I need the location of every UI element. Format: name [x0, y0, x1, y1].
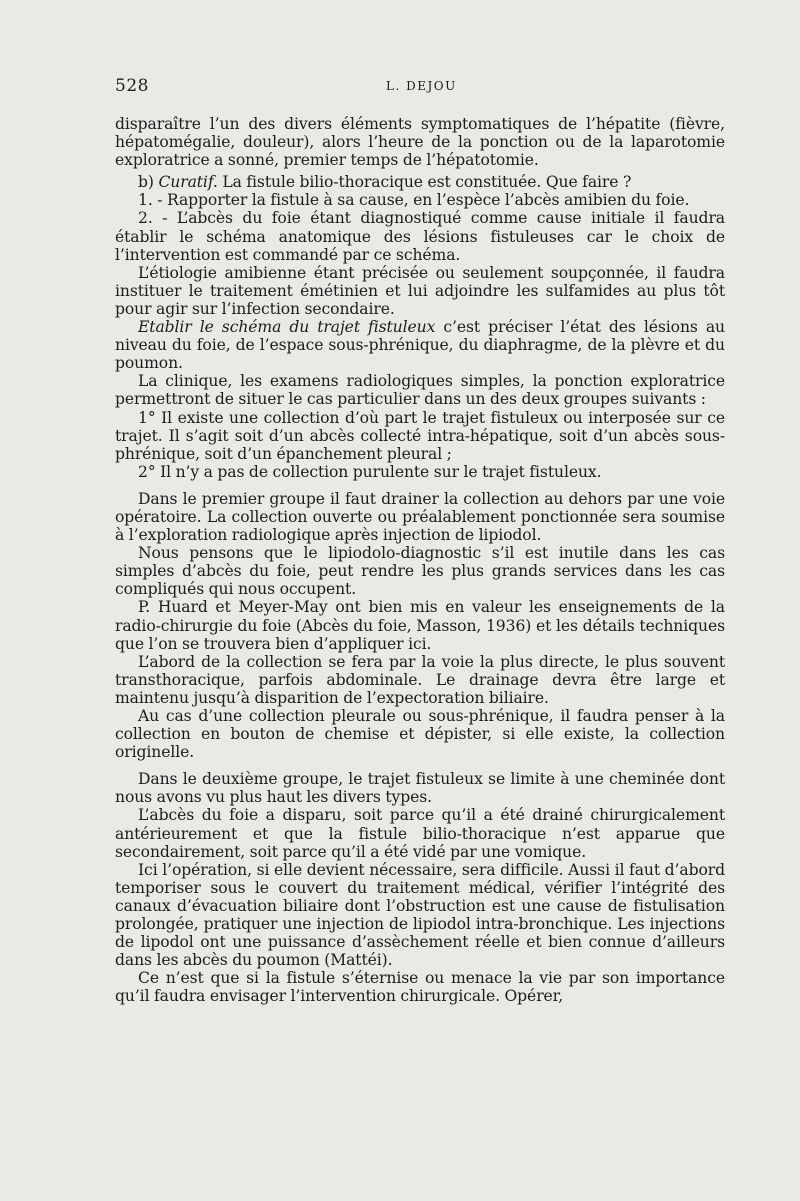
paragraph-collection-pleurale: Au cas d’une collection pleurale ou sous-phrénique, il faudra penser à la collection en bouton de chemise et dépister, si elle existe, la collection originelle.: [115, 707, 725, 762]
paragraph-lipiodolo: Nous pensons que le lipiodolo-diagnostic s’il est inutile dans les cas simples d’abcès du foie, peut rendre les plus grands services dans les cas compliqués qui nous occupent.: [115, 544, 725, 599]
paragraph-step-1: 1. - Rapporter la fistule à sa cause, en l’espèce l’abcès amibien du foie.: [138, 191, 690, 210]
paragraph-clinique: La clinique, les examens radiologiques simples, la ponction exploratrice permettront de situer le cas particulier dans un des deux groupes suivants :: [115, 372, 725, 409]
schema-italic-lead: Etablir le schéma du trajet fistuleux: [138, 318, 436, 337]
body-text: [115, 115, 725, 1006]
paragraph-operation: Ici l’opération, si elle devient nécessaire, sera difficile. Aussi il faut d’abord temporiser sous le couvert du traitement médical, vérifier l’intégrité des canaux d’évacuation biliaire dont l’obstruction est une cause de fistulisation prolongée, pratiquer une injection de lipiodol intra-bronchique. Les injections de lipodol ont une puissance d’assèchement réelle et bien connue d’ailleurs dans les abcès du poumon (Mattéi).: [115, 860, 725, 970]
paragraph-group-1: 1° Il existe une collection d’où part le trajet fistuleux ou interposée sur ce trajet. Il s’agit soit d’un abcès collecté intra-hépatique, soit d’un abcès sous-phrénique, soit d’un épanchement pleural ;: [115, 408, 725, 463]
paragraph-premier-groupe: Dans le premier groupe il faut drainer la collection au dehors par une voie opératoire. La collection ouverte ou préalablement ponctionnée sera soumise à l’exploration radiologique après injection de lipiodol.: [115, 489, 725, 545]
paragraph-schema: [115, 318, 725, 372]
list-marker-b: b): [138, 173, 159, 192]
paragraph-curatif: [115, 173, 725, 191]
subheading-curatif: Curatif.: [158, 173, 218, 192]
paragraph-etiologie: L’étiologie amibienne étant précisée ou seulement soupçonnée, il faudra instituer le traitement émétinien et lui adjoindre les sulfamides au plus tôt pour agir sur l’infection secondaire.: [115, 263, 725, 318]
paragraph-abces-disparu: L’abcès du foie a disparu, soit parce qu’il a été drainé chirurgicalement antérieurement et que la fistule bilio-thoracique n’est apparue que secondairement, soit parce qu’il a été vidé par une vomique.: [115, 806, 725, 861]
schema-text: c’est préciser l’état des lésions au niveau du foie, de l’espace sous-phrénique, du diaphragme, de la plèvre et du poumon.: [115, 318, 725, 373]
paragraph-step-2: 2. - L’abcès du foie étant diagnostiqué comme cause initiale il faudra établir le schéma anatomique des lésions fistuleuses car le choix de l’intervention est commandé par ce schéma.: [115, 209, 725, 264]
paragraph-deuxieme-groupe: Dans le deuxième groupe, le trajet fistuleux se limite à une cheminée dont nous avons vu plus haut les divers types.: [115, 770, 725, 807]
paragraph-huard: P. Huard et Meyer-May ont bien mis en valeur les enseignements de la radio-chirurgie du foie (Abcès du foie, Masson, 1936) et les détails techniques que l’on se trouvera bien d’appliquer ici.: [115, 598, 725, 653]
running-head: L. DEJOU: [386, 79, 457, 93]
paragraph-1: disparaître l’un des divers éléments symptomatiques de l’hépatite (fièvre, hépatomégalie, douleur), alors l’heure de la ponction ou de la laparotomie exploratrice a sonné, premier temps de l’hépatotomie.: [115, 115, 725, 170]
page-number: 528: [115, 76, 149, 96]
paragraph-conclusion: Ce n’est que si la fistule s’éternise ou menace la vie par son importance qu’il faudra envisager l’intervention chirurgicale. Opérer,: [115, 969, 725, 1006]
paragraph-curatif-text: La fistule bilio-thoracique est constituée. Que faire ?: [217, 173, 632, 192]
page-header: [115, 76, 725, 98]
paragraph-abord: L’abord de la collection se fera par la voie la plus directe, le plus souvent transthoracique, parfois abdominale. Le drainage devra être large et maintenu jusqu’à disparition de l’expectoration biliaire.: [115, 652, 725, 707]
paragraph-group-2: 2° Il n’y a pas de collection purulente sur le trajet fistuleux.: [138, 462, 602, 481]
